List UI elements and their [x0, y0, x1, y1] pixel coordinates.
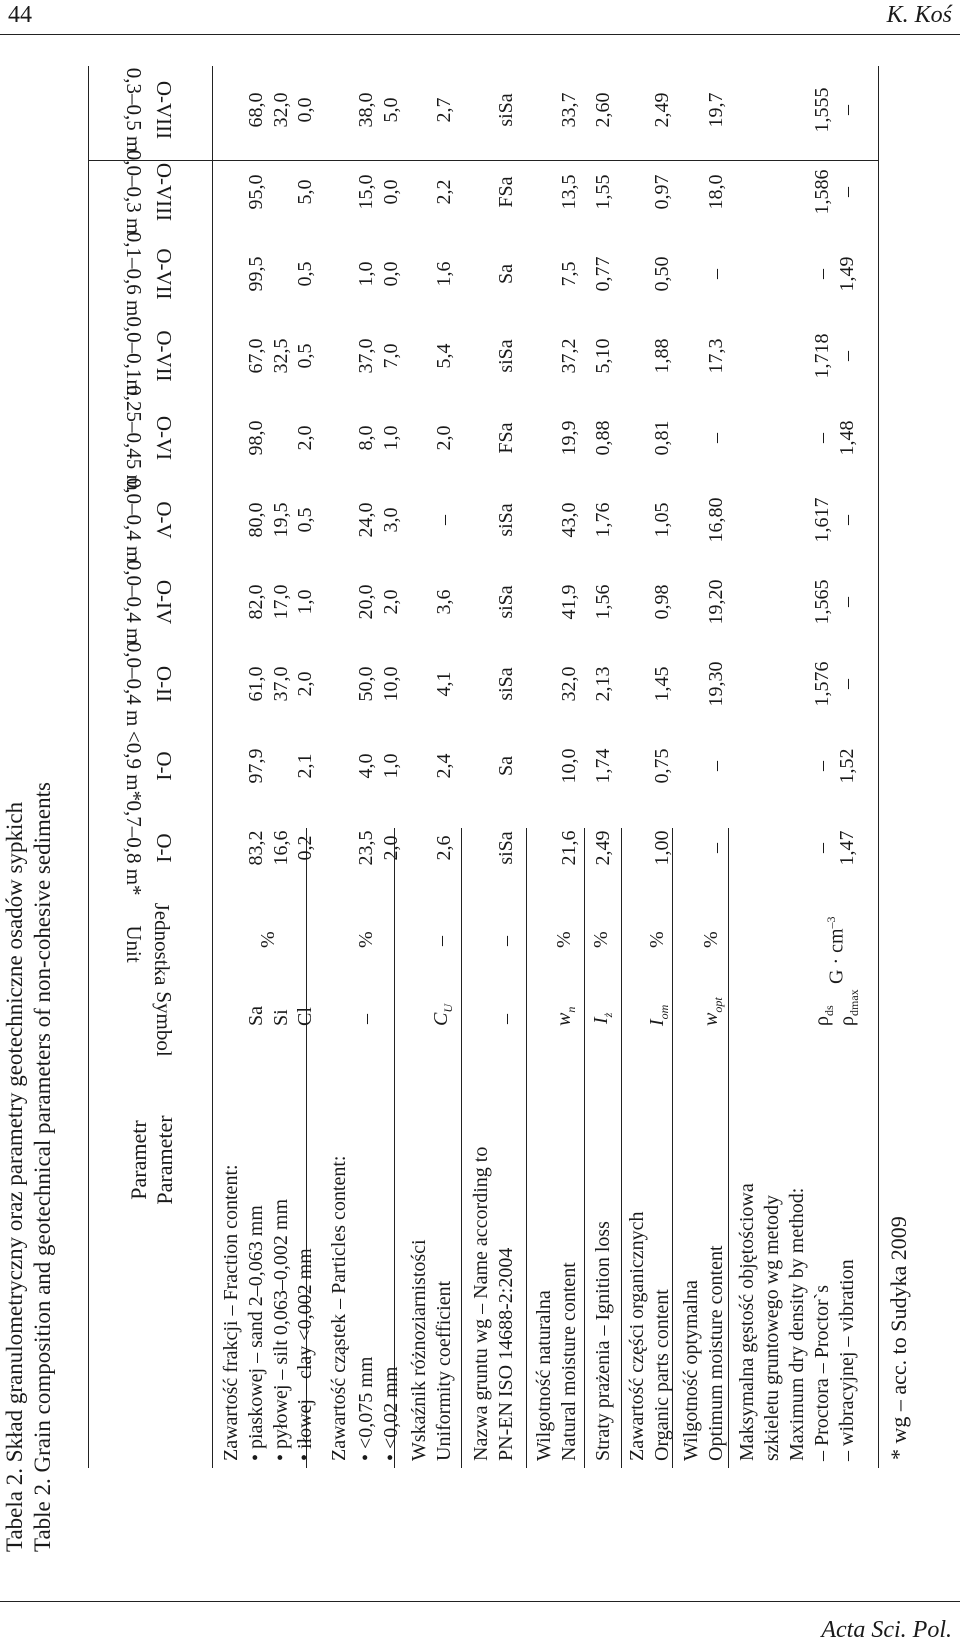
cell-vibration-3: – [836, 679, 858, 689]
column-range-3: 0,0–0,4 m [122, 641, 146, 727]
column-name-2: O-I [152, 751, 176, 781]
cell-natural-moisture-8: 7,5 [558, 261, 580, 287]
cell-organic-4: 0,98 [651, 584, 673, 620]
symbol-wn: $w_n$ [553, 1006, 578, 1026]
table-top-rule [88, 66, 89, 1468]
cell-lt002-7: 7,0 [380, 343, 402, 369]
cell-lt075-2: 4,0 [355, 753, 377, 779]
cell-uniformity-4: 3,6 [433, 589, 455, 615]
row-label-lt002: • <0,02 mm [380, 1366, 402, 1461]
cell-organic-8: 0,50 [651, 256, 673, 292]
row-label-uniformity-pl: Wskaźnik różnoziarnistości [408, 1239, 430, 1461]
cell-vibration-7: – [836, 351, 858, 361]
cell-uniformity-2: 2,4 [433, 753, 455, 779]
cell-silt-4: 17,0 [270, 584, 292, 620]
row-label-optimum-moisture-pl: Wilgotność optymalna [680, 1280, 702, 1461]
cell-proctor-5: 1,617 [811, 497, 833, 543]
row-label-silt: • pyłowej – silt 0,063–0,002 mm [270, 1198, 292, 1461]
cell-lt002-8: 0,0 [380, 261, 402, 287]
cell-ignition-10: 2,60 [592, 92, 614, 128]
symbol-iz: $I_ż$ [590, 1012, 615, 1024]
cell-organic-5: 1,05 [651, 502, 673, 538]
cell-organic-9: 0,97 [651, 174, 673, 210]
column-name-7: O-VII [152, 330, 176, 382]
unit-organic: % [646, 931, 668, 948]
symbol-iom: $I_{om}$ [646, 1004, 671, 1026]
row-label-uniformity-en: Uniformity coefficient [433, 1280, 455, 1461]
symbol-rho-dmax: $\rho_{dmax}$ [836, 989, 861, 1026]
cell-uniformity-5: – [433, 515, 455, 525]
row-separator [461, 828, 462, 1468]
cell-soil-name-8: Sa [495, 264, 517, 284]
symbol-si: Si [270, 1009, 292, 1026]
cell-silt-3: 37,0 [270, 666, 292, 702]
header-rule [0, 34, 960, 35]
cell-organic-1: 1,00 [651, 830, 673, 866]
row-label-organic-en: Organic parts content [651, 1289, 673, 1461]
row-label-name-2: PN-EN ISO 14688-2:2004 [495, 1247, 517, 1461]
page-number: 44 [8, 2, 32, 28]
cell-optimum-moisture-3: 19,30 [705, 661, 727, 707]
footnote: * wg – acc. to Sudyka 2009 [886, 1216, 911, 1460]
cell-sand-2: 97,9 [245, 748, 267, 784]
row-separator [728, 828, 729, 1468]
cell-lt075-5: 24,0 [355, 502, 377, 538]
cell-lt002-2: 1,0 [380, 753, 402, 779]
column-name-1: O-I [152, 833, 176, 863]
unit-optimum-moisture: % [700, 931, 722, 948]
cell-lt075-10: 38,0 [355, 92, 377, 128]
cell-sand-4: 82,0 [245, 584, 267, 620]
cell-lt002-6: 1,0 [380, 425, 402, 451]
column-range-5: 0,0–0,4 m [122, 477, 146, 563]
cell-lt075-3: 50,0 [355, 666, 377, 702]
unit-uniformity: – [430, 936, 452, 946]
running-footer-journal: Acta Sci. Pol. [821, 1617, 952, 1643]
cell-optimum-moisture-1: – [705, 843, 727, 853]
cell-sand-10: 68,0 [245, 92, 267, 128]
row-label-lt075: • <0,075 mm [355, 1356, 377, 1461]
row-label-natural-moisture-en: Natural moisture content [558, 1262, 580, 1461]
cell-uniformity-9: 2,2 [433, 179, 455, 205]
cell-sand-8: 99,5 [245, 256, 267, 292]
cell-clay-9: 5,0 [294, 179, 316, 205]
cell-optimum-moisture-8: – [705, 269, 727, 279]
header-unit-en: Unit [122, 925, 146, 963]
cell-optimum-moisture-6: – [705, 433, 727, 443]
column-name-8: O-VII [152, 248, 176, 300]
cell-proctor-7: 1,718 [811, 333, 833, 379]
cell-soil-name-1: siSa [495, 831, 517, 865]
cell-clay-1: 0,2 [294, 835, 316, 861]
cell-clay-3: 2,0 [294, 671, 316, 697]
column-name-10: O-VIII [152, 80, 176, 140]
unit-particles: % [355, 931, 377, 948]
cell-proctor-1: – [811, 843, 833, 853]
row-label-max-density-1: Maksymalna gęstość objętościowa [736, 1183, 758, 1461]
cell-organic-3: 1,45 [651, 666, 673, 702]
column-name-6: O-VI [152, 415, 176, 461]
cell-sand-3: 61,0 [245, 666, 267, 702]
cell-soil-name-5: siSa [495, 503, 517, 537]
cell-lt075-1: 23,5 [355, 830, 377, 866]
cell-silt-1: 16,6 [270, 830, 292, 866]
cell-natural-moisture-4: 41,9 [558, 584, 580, 620]
cell-lt075-8: 1,0 [355, 261, 377, 287]
cell-sand-7: 67,0 [245, 338, 267, 374]
cell-proctor-2: – [811, 761, 833, 771]
unit-fraction: % [257, 931, 279, 948]
unit-natural-moisture: % [553, 931, 575, 948]
cell-lt075-9: 15,0 [355, 174, 377, 210]
column-name-5: O-V [152, 501, 176, 539]
cell-optimum-moisture-10: 19,7 [705, 92, 727, 128]
cell-organic-2: 0,75 [651, 748, 673, 784]
cell-silt-7: 32,5 [270, 338, 292, 374]
symbol-particles: – [355, 1014, 377, 1024]
row-label-optimum-moisture-en: Optimum moisture content [705, 1245, 727, 1461]
column-range-10: 0,3–0,5 m [122, 67, 146, 153]
unit-density: $G \cdot cm^{-3}$ [824, 916, 848, 984]
cell-lt002-4: 2,0 [380, 589, 402, 615]
cell-clay-5: 0,5 [294, 507, 316, 533]
cell-lt002-3: 10,0 [380, 666, 402, 702]
column-name-9: O-VIII [152, 162, 176, 222]
cell-lt002-10: 5,0 [380, 97, 402, 123]
row-label-ignition: Straty prażenia – Ignition loss [592, 1221, 614, 1461]
cell-lt002-9: 0,0 [380, 179, 402, 205]
cell-natural-moisture-9: 13,5 [558, 174, 580, 210]
cell-ignition-4: 1,56 [592, 584, 614, 620]
cell-optimum-moisture-5: 16,80 [705, 497, 727, 543]
cell-silt-5: 19,5 [270, 502, 292, 538]
column-range-8: 0,1–0,6 m [122, 231, 146, 317]
cell-ignition-3: 2,13 [592, 666, 614, 702]
cell-optimum-moisture-2: – [705, 761, 727, 771]
cell-vibration-8: 1,49 [836, 256, 858, 292]
cell-optimum-moisture-4: 19,20 [705, 579, 727, 625]
column-name-3: O-II [152, 665, 176, 703]
cell-vibration-4: – [836, 597, 858, 607]
symbol-name: – [495, 1014, 517, 1024]
cell-lt002-5: 3,0 [380, 507, 402, 533]
cell-soil-name-10: siSa [495, 93, 517, 127]
cell-uniformity-6: 2,0 [433, 425, 455, 451]
cell-soil-name-9: FSa [495, 176, 517, 208]
cell-vibration-2: 1,52 [836, 748, 858, 784]
cell-ignition-9: 1,55 [592, 174, 614, 210]
cell-uniformity-3: 4,1 [433, 671, 455, 697]
cell-clay-4: 1,0 [294, 589, 316, 615]
row-label-name-1: Nazwa gruntu wg – Name according to [470, 1146, 492, 1461]
cell-natural-moisture-6: 19,9 [558, 420, 580, 456]
cell-optimum-moisture-7: 17,3 [705, 338, 727, 374]
cell-vibration-9: – [836, 187, 858, 197]
cell-soil-name-4: siSa [495, 585, 517, 619]
cell-soil-name-6: FSa [495, 422, 517, 454]
cell-sand-9: 95,0 [245, 174, 267, 210]
column-range-9: 0,0–0,3 m [122, 149, 146, 235]
cell-vibration-1: 1,47 [836, 830, 858, 866]
cell-clay-2: 2,1 [294, 753, 316, 779]
symbol-cu: $C_U$ [430, 1003, 455, 1026]
cell-uniformity-10: 2,7 [433, 97, 455, 123]
row-separator [621, 828, 622, 1468]
symbol-rho-ds: $\rho_{ds}$ [811, 1005, 836, 1026]
caption-english: Table 2. Grain composition and geotechnical parameters of non-cohesive sediments [30, 782, 55, 1552]
cell-lt075-4: 20,0 [355, 584, 377, 620]
cell-vibration-6: 1,48 [836, 420, 858, 456]
cell-clay-8: 0,5 [294, 261, 316, 287]
cell-proctor-4: 1,565 [811, 579, 833, 625]
cell-soil-name-2: Sa [495, 756, 517, 776]
row-label-vibration: – wibracyjnej – vibration [836, 1259, 858, 1461]
row-label-natural-moisture-pl: Wilgotność naturalna [533, 1290, 555, 1461]
cell-uniformity-1: 2,6 [433, 835, 455, 861]
header-symbol: Symbol [152, 991, 176, 1057]
column-range-7: 0,0–0,1m [122, 316, 146, 396]
cell-ignition-5: 1,76 [592, 502, 614, 538]
row-separator [526, 828, 527, 1468]
cell-sand-1: 83,2 [245, 830, 267, 866]
cell-clay-10: 0,0 [294, 97, 316, 123]
symbol-sa: Sa [245, 1006, 267, 1026]
cell-proctor-8: – [811, 269, 833, 279]
cell-lt002-1: 2,0 [380, 835, 402, 861]
cell-proctor-6: – [811, 433, 833, 443]
column-range-2: <0,9 m* [122, 730, 146, 802]
cell-ignition-6: 0,88 [592, 420, 614, 456]
cell-natural-moisture-5: 43,0 [558, 502, 580, 538]
column-name-4: O-IV [152, 579, 176, 625]
cell-uniformity-8: 1,6 [433, 261, 455, 287]
cell-sand-5: 80,0 [245, 502, 267, 538]
header-unit-pl: Jednostka [150, 902, 174, 986]
cell-uniformity-7: 5,4 [433, 343, 455, 369]
row-label-proctor: – Proctora – Proctor`s [811, 1284, 833, 1461]
cell-ignition-2: 1,74 [592, 748, 614, 784]
row-label-max-density-2: szkieletu gruntowego wg metody [761, 1194, 783, 1461]
unit-ignition: % [590, 931, 612, 948]
cell-natural-moisture-1: 21,6 [558, 830, 580, 866]
cell-vibration-5: – [836, 515, 858, 525]
caption-polish: Tabela 2. Skład granulometryczny oraz parametry geotechniczne osadów sypkich [2, 801, 27, 1552]
header-column-divider [88, 160, 878, 161]
cell-silt-10: 32,0 [270, 92, 292, 128]
cell-vibration-10: – [836, 105, 858, 115]
cell-lt075-7: 37,0 [355, 338, 377, 374]
rotated-table-region [0, 66, 925, 1556]
cell-ignition-1: 2,49 [592, 830, 614, 866]
cell-clay-6: 2,0 [294, 425, 316, 451]
cell-organic-7: 1,88 [651, 338, 673, 374]
cell-natural-moisture-10: 33,7 [558, 92, 580, 128]
cell-ignition-8: 0,77 [592, 256, 614, 292]
row-label-organic-pl: Zawartość części organicznych [626, 1211, 648, 1461]
running-header-author: K. Koś [886, 2, 952, 28]
row-label-max-density-3: Maximum dry density by method: [786, 1187, 808, 1461]
cell-natural-moisture-2: 10,0 [558, 748, 580, 784]
cell-clay-7: 0,5 [294, 343, 316, 369]
cell-soil-name-3: siSa [495, 667, 517, 701]
column-range-1: 0,7–0,8 m* [122, 800, 146, 896]
unit-name: – [495, 936, 517, 946]
row-label-fraction-title: Zawartość frakcji – Fraction content: [220, 1164, 242, 1461]
cell-proctor-10: 1,555 [811, 87, 833, 133]
footer-rule [0, 1601, 960, 1602]
cell-natural-moisture-7: 37,2 [558, 338, 580, 374]
row-label-sand: • piaskowej – sand 2–0,063 mm [245, 1205, 267, 1461]
table-header-rule [212, 66, 213, 1468]
cell-proctor-9: 1,586 [811, 169, 833, 215]
header-parameter-pl: Parametr [126, 1120, 151, 1200]
cell-ignition-7: 5,10 [592, 338, 614, 374]
table-bottom-rule [878, 66, 879, 1468]
column-range-6: 0,25–0,45 m [122, 385, 146, 491]
cell-sand-6: 98,0 [245, 420, 267, 456]
column-range-4: 0,0–0,4 m [122, 559, 146, 645]
cell-natural-moisture-3: 32,0 [558, 666, 580, 702]
cell-soil-name-7: siSa [495, 339, 517, 373]
row-separator [584, 828, 585, 1468]
cell-organic-10: 2,49 [651, 92, 673, 128]
symbol-wopt: $w_{opt}$ [700, 997, 725, 1026]
row-label-clay: • iłowej – clay <0,002 mm [294, 1248, 316, 1461]
cell-proctor-3: 1,576 [811, 661, 833, 707]
row-label-particles-title: Zawartość cząstek – Particles content: [328, 1155, 350, 1461]
header-parameter-en: Parameter [152, 1115, 177, 1205]
symbol-cl: Cl [294, 1007, 316, 1026]
cell-lt075-6: 8,0 [355, 425, 377, 451]
cell-optimum-moisture-9: 18,0 [705, 174, 727, 210]
cell-organic-6: 0,81 [651, 420, 673, 456]
